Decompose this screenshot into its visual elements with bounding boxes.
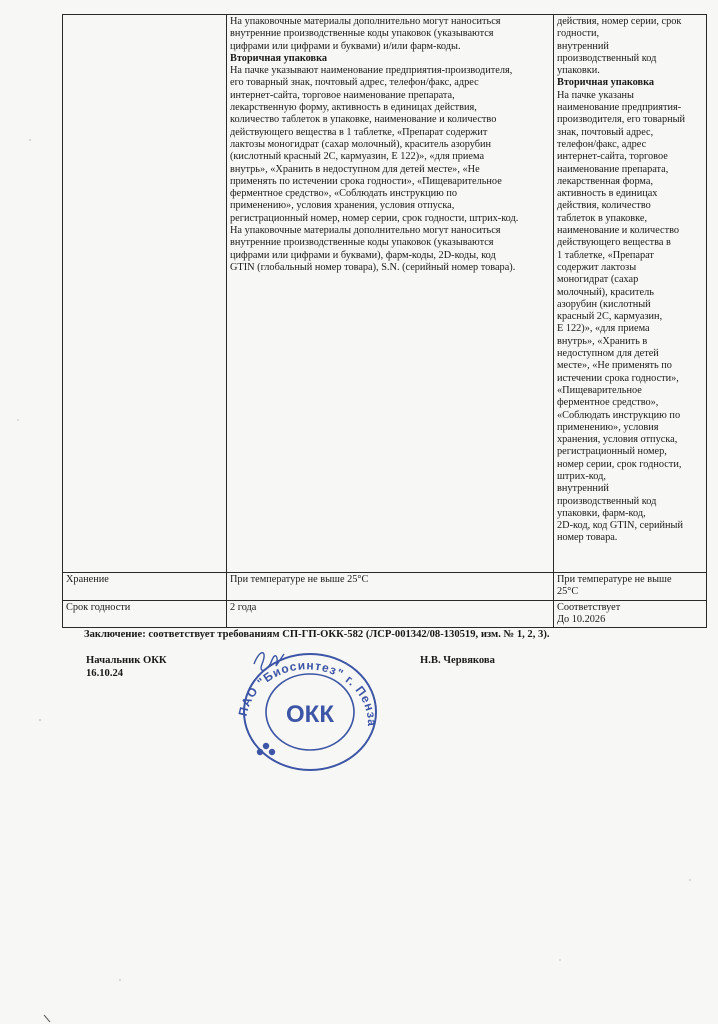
stamp-ring-text: ПАО "Биосинтез" г. Пенза — [235, 658, 380, 727]
storage-label: Хранение — [63, 573, 227, 601]
table-row-packaging — [63, 15, 707, 573]
result-packaging-intro-text: действия, номер серии, срок годности, внутренний производственный код упаковки. — [557, 16, 682, 77]
packaging-intro-text: На упаковочные материалы дополнительно могут наноситься внутренние производственные коды упаковок (указываются цифрами или цифрами и буквами) и/или фарм-коды. — [230, 16, 501, 52]
table-row-storage — [63, 573, 707, 601]
stamp-center-text: ОКК — [286, 701, 334, 728]
secondary-packaging-text: На пачке указывают наименование предприятия-производителя, его товарный знак, почтовый адрес, телефон/факс, адрес интернет-сайта, торговое наименование препарата, лекарственную форму, активность в единицах действия, количество таблеток в упаковке, наименование и количество действующего вещества в 1 таблетке, «Препарат содержит лактозы моногидрат (сахар молочный), краситель азорубин (кислотный красный 2С, кармуазин, Е 122)», «для приема внутрь», «Хранить в недоступном для детей месте», «Не применять по истечении срока годности», «Пищеварительное ферментное средство», «Соблюдать инструкцию по применению», условия хранения, условия отпуска, регистрационный номер, номер серии, срок годности, штрих-код. На упаковочные материалы дополнительно могут наноситься внутренние производственные коды упаковок (указываются цифрами или цифрами и буквами), фарм-коды, 2D-коды, код GTIN (глобальный номер товара), S.N. (серийный номер товара). — [230, 65, 519, 273]
cell-parameter-empty — [63, 15, 227, 573]
signer-name: Н.В. Червякова — [420, 655, 495, 666]
spec-table — [62, 14, 707, 628]
result-secondary-packaging-text: На пачке указаны наименование предприятия- производителя, его товарный знак, почтовый адрес, телефон/факс, адрес интернет-сайта, торговое наименование препарата, лекарственная форма, активность в единицах действия, количество таблеток в упаковке, наименование и количество действующего вещества в 1 таблетке, «Препарат содержит лактозы моногидрат (сахар молочный), краситель азорубин (кислотный красный 2С, кармуазин, Е 122)», «для приема внутрь», «Хранить в недоступном для детей месте», «Не применять по истечении срока годности», «Пищеварительное ферментное средство», «Соблюдать инструкцию по применению», условия хранения, условия отпуска, регистрационный номер, номер серии, срок годности, штрих-код, внутренний производственный код упаковки, фарм-код, 2D-код, код GTIN, серийный номер товара. — [557, 89, 686, 544]
signer-title: Начальник ОКК — [86, 655, 167, 666]
shelf-life-requirement: 2 года — [227, 600, 554, 628]
shelf-life-label: Срок годности — [63, 600, 227, 628]
storage-result: При температуре не выше 25°С — [554, 573, 707, 601]
storage-requirement: При температуре не выше 25°С — [227, 573, 554, 601]
result-secondary-packaging-heading: Вторичная упаковка — [557, 77, 655, 89]
conclusion-text: Заключение: соответствует требованиям СП-ГП-ОКК-582 (ЛСР-001342/08-130519, изм. № 1, 2, 3). — [84, 629, 550, 640]
table-row-shelf-life — [63, 600, 707, 628]
cell-result-packaging — [554, 15, 707, 573]
signature-date: 16.10.24 — [86, 668, 124, 679]
stamp-emblem-icon — [257, 743, 275, 755]
okk-stamp — [232, 642, 382, 772]
shelf-life-result: Соответствует До 10.2026 — [554, 600, 707, 628]
cell-requirement-packaging — [227, 15, 554, 573]
secondary-packaging-heading: Вторичная упаковка — [230, 52, 328, 64]
